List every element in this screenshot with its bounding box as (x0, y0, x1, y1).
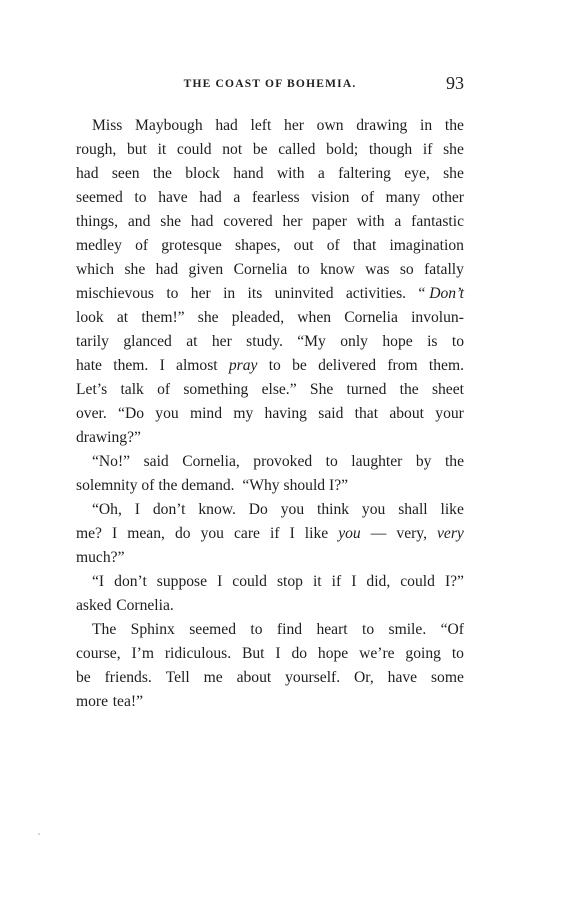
word: over. (76, 405, 107, 422)
word: with (276, 165, 305, 182)
word: Tell (165, 669, 190, 686)
word: have (158, 189, 188, 206)
text-line (76, 354, 464, 378)
word: medley (76, 237, 122, 254)
word: the (444, 117, 464, 134)
word: to (362, 621, 375, 638)
word: only (340, 333, 368, 350)
word: so (399, 261, 414, 278)
word: pray (228, 357, 258, 374)
word: block (185, 165, 220, 182)
word: hate (76, 357, 102, 374)
word: else.” (261, 381, 297, 398)
text-line (76, 114, 464, 138)
word: not (222, 141, 243, 158)
word: rough, (76, 141, 117, 158)
word: to (451, 333, 464, 350)
word: we’re (359, 645, 395, 662)
word: me (203, 669, 223, 686)
word: be (252, 141, 268, 158)
word: it (157, 141, 167, 158)
text-line (76, 330, 464, 354)
text-line (76, 690, 464, 714)
word: of (141, 477, 155, 494)
text-line (76, 618, 464, 642)
paper-speck (38, 833, 40, 835)
word: seen (111, 165, 140, 182)
word: Cornelia, (182, 453, 240, 470)
word: the (399, 381, 419, 398)
word: know (320, 261, 355, 278)
word: she (197, 309, 219, 326)
word: many (385, 189, 421, 206)
word: “My (297, 333, 326, 350)
word: at (186, 333, 198, 350)
word: could (232, 573, 267, 590)
word: involun- (411, 309, 464, 326)
word: about (389, 405, 424, 422)
word: the (152, 165, 172, 182)
text-line (76, 666, 464, 690)
word: talk (120, 381, 144, 398)
word: her (282, 213, 303, 230)
word: study. (246, 333, 283, 350)
word: going (405, 645, 441, 662)
word: Do (248, 501, 268, 518)
word: Cornelia (233, 261, 288, 278)
word: of (361, 189, 375, 206)
word: said (318, 405, 344, 422)
word: I (275, 645, 281, 662)
word: course, (76, 645, 121, 662)
word: hope (317, 645, 349, 662)
word: to (268, 357, 281, 374)
word: don’t (152, 501, 186, 518)
word: I (351, 573, 357, 590)
word: you (361, 501, 386, 518)
word: pleaded, (231, 309, 285, 326)
word: glanced (123, 333, 172, 350)
word: the (444, 453, 464, 470)
word: more (76, 693, 109, 710)
word: other (431, 189, 464, 206)
word: had (76, 165, 99, 182)
word: uninvited (274, 285, 334, 302)
word: The (92, 621, 117, 638)
word: said (143, 453, 169, 470)
word: hope (382, 333, 413, 350)
word: of (157, 381, 171, 398)
word: smile. (388, 621, 427, 638)
word: had (199, 189, 222, 206)
text-line (76, 498, 464, 522)
word: a (317, 165, 325, 182)
word: shapes, (235, 237, 281, 254)
word: bold; (326, 141, 359, 158)
word: “No!” (92, 453, 131, 470)
word: did, (366, 573, 391, 590)
word: to (134, 189, 147, 206)
word: find (276, 621, 303, 638)
word: that (352, 237, 377, 254)
word: I (217, 573, 223, 590)
word: out (293, 237, 314, 254)
word: like (304, 525, 329, 542)
word: almost (176, 357, 218, 374)
word: called (278, 141, 316, 158)
word: her (211, 333, 232, 350)
word: I (159, 357, 165, 374)
word: Or, (354, 669, 374, 686)
word: vision (311, 189, 350, 206)
text-line (76, 306, 464, 330)
word: though (368, 141, 413, 158)
word: them. (113, 357, 149, 374)
word: about (236, 669, 272, 686)
word: much?” (76, 549, 125, 566)
word: care (234, 525, 260, 542)
word: know. (198, 501, 236, 518)
word: had (155, 261, 179, 278)
word: mean, (127, 525, 165, 542)
word: stop (276, 573, 303, 590)
word: be (292, 357, 307, 374)
word: eye, (404, 165, 430, 182)
word: Maybough (135, 117, 203, 134)
word: imagination (389, 237, 464, 254)
word: had (215, 117, 238, 134)
word: the (158, 477, 178, 494)
word: to (325, 453, 338, 470)
word: “Oh, (92, 501, 122, 518)
word: faltering (338, 165, 391, 182)
word: ridiculous. (164, 645, 232, 662)
word: her (284, 117, 304, 134)
word: them. (428, 357, 464, 374)
text-line (76, 546, 464, 570)
word: own (316, 117, 344, 134)
word: activities. (345, 285, 407, 302)
word: “ (418, 285, 426, 302)
word: but (126, 141, 147, 158)
word: I’m (131, 645, 154, 662)
word: I (289, 525, 295, 542)
word: mind (189, 405, 223, 422)
word: covered (223, 213, 273, 230)
text-line (76, 234, 464, 258)
word: fearless (251, 189, 300, 206)
body-text (76, 114, 464, 714)
word: you (155, 405, 179, 422)
word: Let’s (76, 381, 108, 398)
word: should (283, 477, 326, 494)
word: “Of (440, 621, 464, 638)
text-line (76, 210, 464, 234)
word: be (76, 669, 91, 686)
word: mischievous (76, 285, 154, 302)
word: my (233, 405, 254, 422)
word: a (233, 189, 241, 206)
word: delivered (318, 357, 377, 374)
text-line (76, 642, 464, 666)
word: very, (396, 525, 427, 542)
word: hand (233, 165, 264, 182)
word: do (174, 525, 191, 542)
running-head (76, 74, 464, 94)
word: don’t (114, 573, 147, 590)
word: I (112, 525, 118, 542)
word: suppose (156, 573, 208, 590)
word: asked (76, 597, 112, 614)
word: with (356, 213, 385, 230)
word: do (291, 645, 308, 662)
text-line (76, 522, 464, 546)
word: seemed (189, 621, 236, 638)
running-title: THE COAST OF BOHEMIA. (183, 78, 357, 90)
word: of (135, 237, 149, 254)
text-line (76, 378, 464, 402)
word: to (451, 645, 464, 662)
word: Miss (92, 117, 123, 134)
word: she (124, 261, 146, 278)
word: her (190, 285, 211, 302)
word: to (166, 285, 179, 302)
word: that (354, 405, 379, 422)
word: if (270, 525, 280, 542)
word: some (430, 669, 464, 686)
word: provoked (253, 453, 313, 470)
word: Cornelia (344, 309, 398, 326)
word: had (190, 213, 214, 230)
word: look (76, 309, 104, 326)
word: I?” (329, 477, 349, 494)
word: your (435, 405, 464, 422)
word: turned (346, 381, 387, 398)
word: paper (312, 213, 347, 230)
page-number: 93 (446, 73, 464, 93)
word: — (370, 525, 387, 542)
word: drawing (356, 117, 408, 134)
text-line (76, 450, 464, 474)
word: seemed (76, 189, 123, 206)
word: which (76, 261, 115, 278)
text-line (76, 594, 464, 618)
word: laughter (351, 453, 403, 470)
word: to (297, 261, 310, 278)
word: in (223, 285, 236, 302)
word: Cornelia. (116, 597, 174, 614)
word: things, (76, 213, 119, 230)
word: she (443, 165, 464, 182)
word: could (176, 141, 212, 158)
word: friends. (104, 669, 152, 686)
word: them!” (141, 309, 185, 326)
word: was (365, 261, 390, 278)
word: drawing?” (76, 429, 141, 446)
word: fatally (424, 261, 464, 278)
word: in (420, 117, 433, 134)
word: I?” (444, 573, 464, 590)
word: solemnity (76, 477, 138, 494)
text-line (76, 402, 464, 426)
word: me? (76, 525, 102, 542)
word: if (331, 573, 342, 590)
word: like (440, 501, 464, 518)
word: its (247, 285, 263, 302)
word: heart (316, 621, 348, 638)
word: she (160, 213, 182, 230)
word: a (394, 213, 402, 230)
word: tarily (76, 333, 109, 350)
word: grotesque (161, 237, 222, 254)
text-line (76, 138, 464, 162)
word: very (437, 525, 464, 542)
word: at (116, 309, 129, 326)
text-line (76, 258, 464, 282)
word: shall (398, 501, 428, 518)
word: when (297, 309, 332, 326)
word: “I (92, 573, 105, 590)
word: I (134, 501, 140, 518)
word: “Why (242, 477, 280, 494)
word: tea!” (112, 693, 144, 710)
word: fantastic (411, 213, 464, 230)
text-line (76, 162, 464, 186)
word: you (200, 525, 224, 542)
word: by (415, 453, 432, 470)
text-line (76, 570, 464, 594)
word: she (443, 141, 464, 158)
word: if (422, 141, 433, 158)
word: it (312, 573, 322, 590)
word: demand. (181, 477, 235, 494)
word: have (387, 669, 418, 686)
text-line (76, 474, 464, 498)
word: given (188, 261, 224, 278)
word: from (387, 357, 418, 374)
word: to (250, 621, 263, 638)
text-line (76, 186, 464, 210)
word: and (127, 213, 151, 230)
word: of (326, 237, 340, 254)
word: But (241, 645, 265, 662)
word: yourself. (285, 669, 341, 686)
word: having (264, 405, 307, 422)
word: She (309, 381, 334, 398)
word: think (316, 501, 350, 518)
word: Don’t (429, 285, 464, 302)
word: something (183, 381, 249, 398)
word: sheet (431, 381, 464, 398)
text-line (76, 426, 464, 450)
word: “Do (118, 405, 145, 422)
word: Sphinx (130, 621, 175, 638)
word: you (338, 525, 361, 542)
word: could (400, 573, 435, 590)
word: is (427, 333, 438, 350)
word: you (280, 501, 305, 518)
text-line (76, 282, 464, 306)
word: left (250, 117, 272, 134)
